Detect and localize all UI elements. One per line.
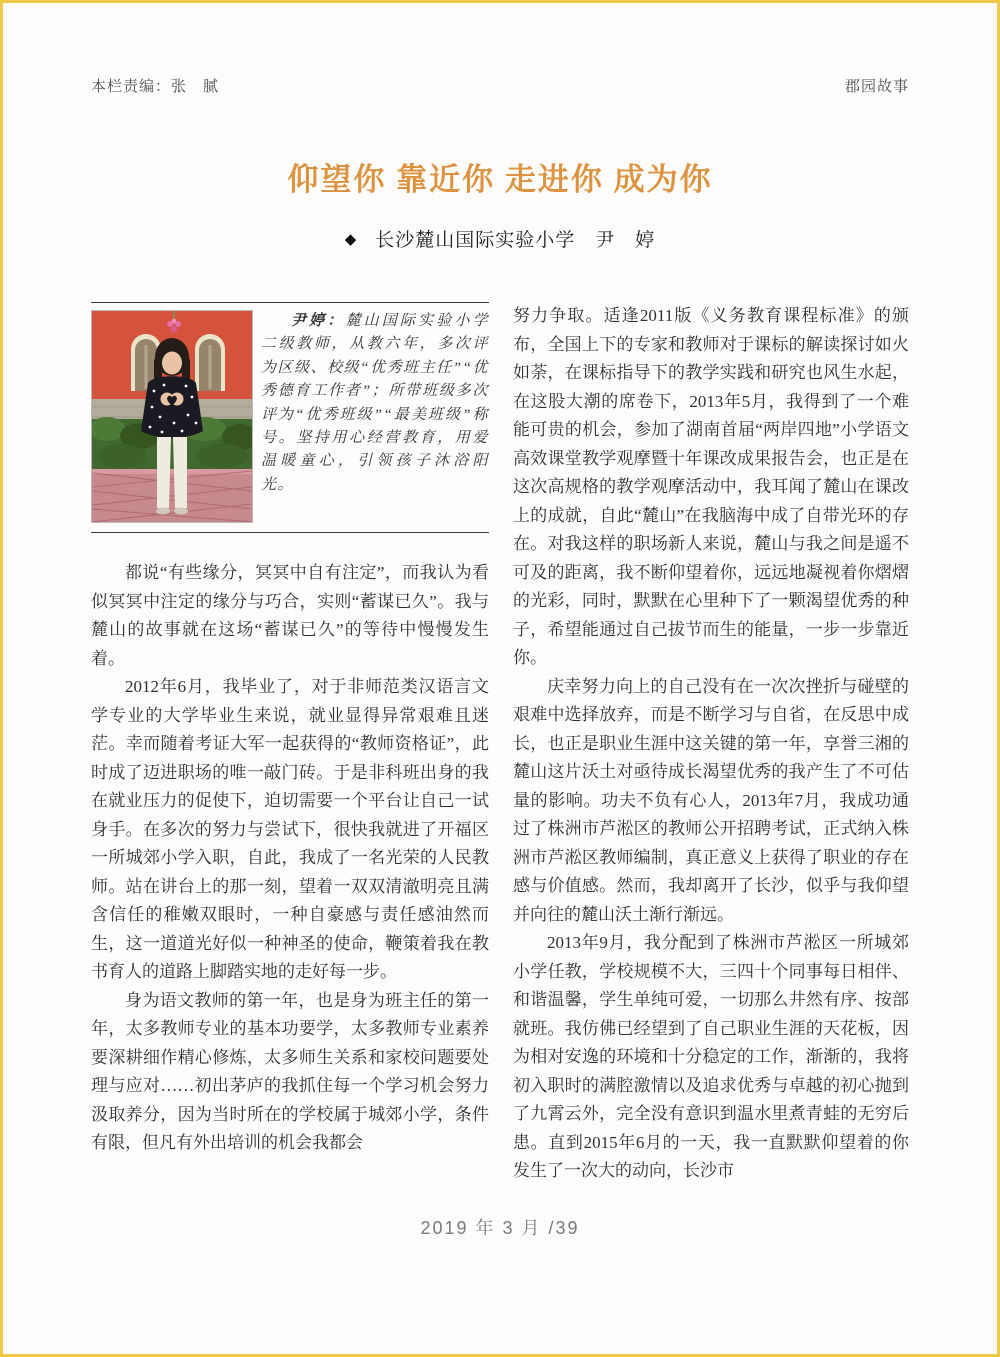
- author-photo: [91, 310, 253, 523]
- author-bio-box: [91, 302, 489, 533]
- paragraph-3: 身为语文教师的第一年，也是身为班主任的第一年，太多教师专业的基本功要学，太多教师专业素养要深耕细作精心修炼，太多师生关系和家校问题要处理与应对……初出茅庐的我抓住每一个学习机会努力汲取养分，因为当时所在的学校属于城郊小学，条件有限，但凡有外出培训的机会我都会: [91, 990, 489, 1152]
- page-header: [91, 75, 909, 96]
- author-name: 尹婷：: [291, 313, 346, 329]
- paragraph-4: 努力争取。适逢2011版《义务教育课程标准》的颁布，全国上下的专家和教师对于课标的解读探讨如火如荼，在课标指导下的教学实践和研究也风生水起，在这股大潮的席卷下，2013年5月，我得到了一个难能可贵的机会，参加了湖南首届“两岸四地”小学语文高效课堂教学观摩暨十年课改成果报告会，也正是在这次高规格的教学观摩活动中，我耳闻了麓山在课改上的成就，自此“麓山”在我脑海中成了自带光环的存在。对我这样的职场新人来说，麓山与我之间是遥不可及的距离，我不断仰望着你，远远地凝视着你熠熠的光彩，同时，默默在心里种下了一颗渴望优秀的种子，希望能通过自己拔节而生的能量，一步一步靠近你。: [513, 306, 909, 667]
- author-bio-text: [261, 310, 489, 523]
- header-column-name: 郡园故事: [844, 78, 909, 95]
- page-footer: 2019 年 3 月 /39: [420, 1217, 580, 1238]
- article-body: [91, 302, 909, 1186]
- left-column: [91, 302, 489, 1186]
- paragraph-2: 2012年6月，我毕业了，对于非师范类汉语言文学专业的大学毕业生来说，就业显得异常艰难且迷茫。幸而随着考证大军一起获得的“教师资格证”，此时成了迈进职场的唯一敲门砖。于是非科班出身的我在就业压力的促使下，迫切需要一个平台让自己一试身手。在多次的努力与尝试下，很快我就进了开福区一所城郊小学入职，自此，我成了一名光荣的人民教师。站在讲台上的那一刻，望着一双双清澈明亮且满含信任的稚嫩双眼时，一种自豪感与责任感油然而生，这一道道光好似一种神圣的使命，鞭策着我在教书育人的道路上脚踏实地的走好每一步。: [91, 677, 489, 981]
- right-column: [513, 302, 909, 1186]
- byline: [3, 225, 997, 252]
- header-editor-credit: 本栏责编：张 腻: [91, 78, 220, 95]
- page-title: 仰望你 靠近你 走进你 成为你: [287, 162, 713, 197]
- paragraph-5: 庆幸努力向上的自己没有在一次次挫折与碰壁的艰难中选择放弃，而是不断学习与自省，在反思中成长，也正是职业生涯中这关键的第一年，享誉三湘的麓山这片沃土对亟待成长渴望优秀的我产生了不可估量的影响。功夫不负有心人，2013年7月，我成功通过了株洲市芦淞区的教师公开招聘考试，正式纳入株洲市芦淞区教师编制，真正意义上获得了职业的存在感与价值感。然而，我却离开了长沙，似乎与我仰望并向往的麓山沃土渐行渐远。: [513, 676, 909, 924]
- diamond-icon: ◆: [344, 232, 358, 248]
- paragraph-6: 2013年9月，我分配到了株洲市芦淞区一所城郊小学任教，学校规模不大，三四十个同事每日相伴、和谐温馨，学生单纯可爱，一切那么井然有序、按部就班。我仿佛已经望到了自己职业生涯的天花板，因为相对安逸的环境和十分稳定的工作，渐渐的，我将初入职时的满腔激情以及追求优秀与卓越的初心抛到了九霄云外，完全没有意识到温水里煮青蛙的无穷后患。直到2015年6月的一天，我一直默默仰望着的你发生了一次大的动向，长沙市: [513, 933, 909, 1180]
- author-bio-detail: 麓山国际实验小学二级教师，从教六年，多次评为区级、校级“优秀班主任”“优秀德育工作者”；所带班级多次评为“优秀班级”“最美班级”称号。坚持用心经营教育，用爱温暖童心，引领孩子沐浴阳光。: [261, 313, 489, 493]
- paragraph-1: 都说“有些缘分，冥冥中自有注定”，而我认为看似冥冥中注定的缘分与巧合，实则“蓄谋已久”。我与麓山的故事就在这场“蓄谋已久”的等待中慢慢发生着。: [91, 563, 489, 668]
- byline-text: 长沙麓山国际实验小学 尹 婷: [375, 230, 656, 251]
